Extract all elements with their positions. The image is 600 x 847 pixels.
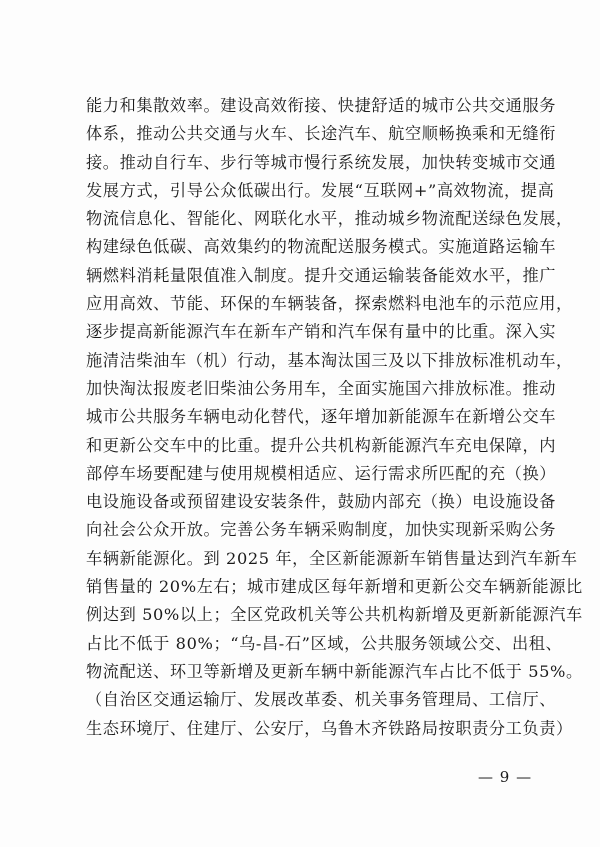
text-line: 部停车场要配建与使用规模相适应、运行需求所匹配的充（换） (86, 463, 557, 483)
text-line: 辆燃料消耗量限值准入制度。提升交通运输装备能效水平，推广 (86, 265, 557, 285)
body-paragraph (86, 92, 583, 743)
text-line: （自治区交通运输厅、发展改革委、机关事务管理局、工信厅、 (86, 690, 557, 710)
text-line: 物流信息化、智能化、网联化水平，推动城乡物流配送绿色发展， (86, 209, 573, 229)
text-line: 逐步提高新能源汽车在新车产销和汽车保有量中的比重。深入实 (86, 322, 557, 342)
text-line: 施清洁柴油车（机）行动，基本淘汰国三及以下排放标准机动车， (86, 350, 573, 370)
text-line: 构建绿色低碳、高效集约的物流配送服务模式。实施道路运输车 (86, 237, 557, 257)
text-line: 和更新公交车中的比重。提升公共机构新能源汽车充电保障，内 (86, 435, 557, 455)
text-line: 车辆新能源化。到 2025 年，全区新能源新车销售量达到汽车新车 (86, 548, 578, 568)
page-number: — 9 — (478, 768, 533, 786)
text-line: 能力和集散效率。建设高效衔接、快捷舒适的城市公共交通服务 (86, 96, 557, 115)
text-line: 生态环境厅、住建厅、公安厅，乌鲁木齐铁路局按职责分工负责） (86, 718, 573, 738)
text-line: 物流配送、环卫等新增及更新车辆中新能源汽车占比不低于 55%。 (86, 661, 583, 681)
text-line: 例达到 50%以上；全区党政机关等公共机构新增及更新新能源汽车 (86, 605, 583, 625)
text-line: 占比不低于 80%；“乌-昌-石”区域，公共服务领域公交、出租、 (86, 633, 563, 653)
text-line: 体系，推动公共交通与火车、长途汽车、航空顺畅换乘和无缝衔 (86, 124, 557, 144)
text-line: 向社会公众开放。完善公务车辆采购制度，加快实现新采购公务 (86, 520, 557, 540)
text-line: 应用高效、节能、环保的车辆装备，探索燃料电池车的示范应用， (86, 294, 573, 314)
text-line: 城市公共服务车辆电动化替代，逐年增加新能源车在新增公交车 (86, 407, 557, 427)
text-line: 加快淘汰报废老旧柴油公务用车，全面实施国六排放标准。推动 (86, 378, 557, 398)
text-line: 销售量的 20%左右；城市建成区每年新增和更新公交车辆新能源比 (86, 577, 583, 597)
text-line: 发展方式，引导公众低碳出行。发展“互联网+”高效物流，提高 (86, 180, 555, 200)
text-line: 电设施设备或预留建设安装条件，鼓励内部充（换）电设施设备 (86, 492, 557, 512)
text-line: 接。推动自行车、步行等城市慢行系统发展，加快转变城市交通 (86, 152, 557, 172)
